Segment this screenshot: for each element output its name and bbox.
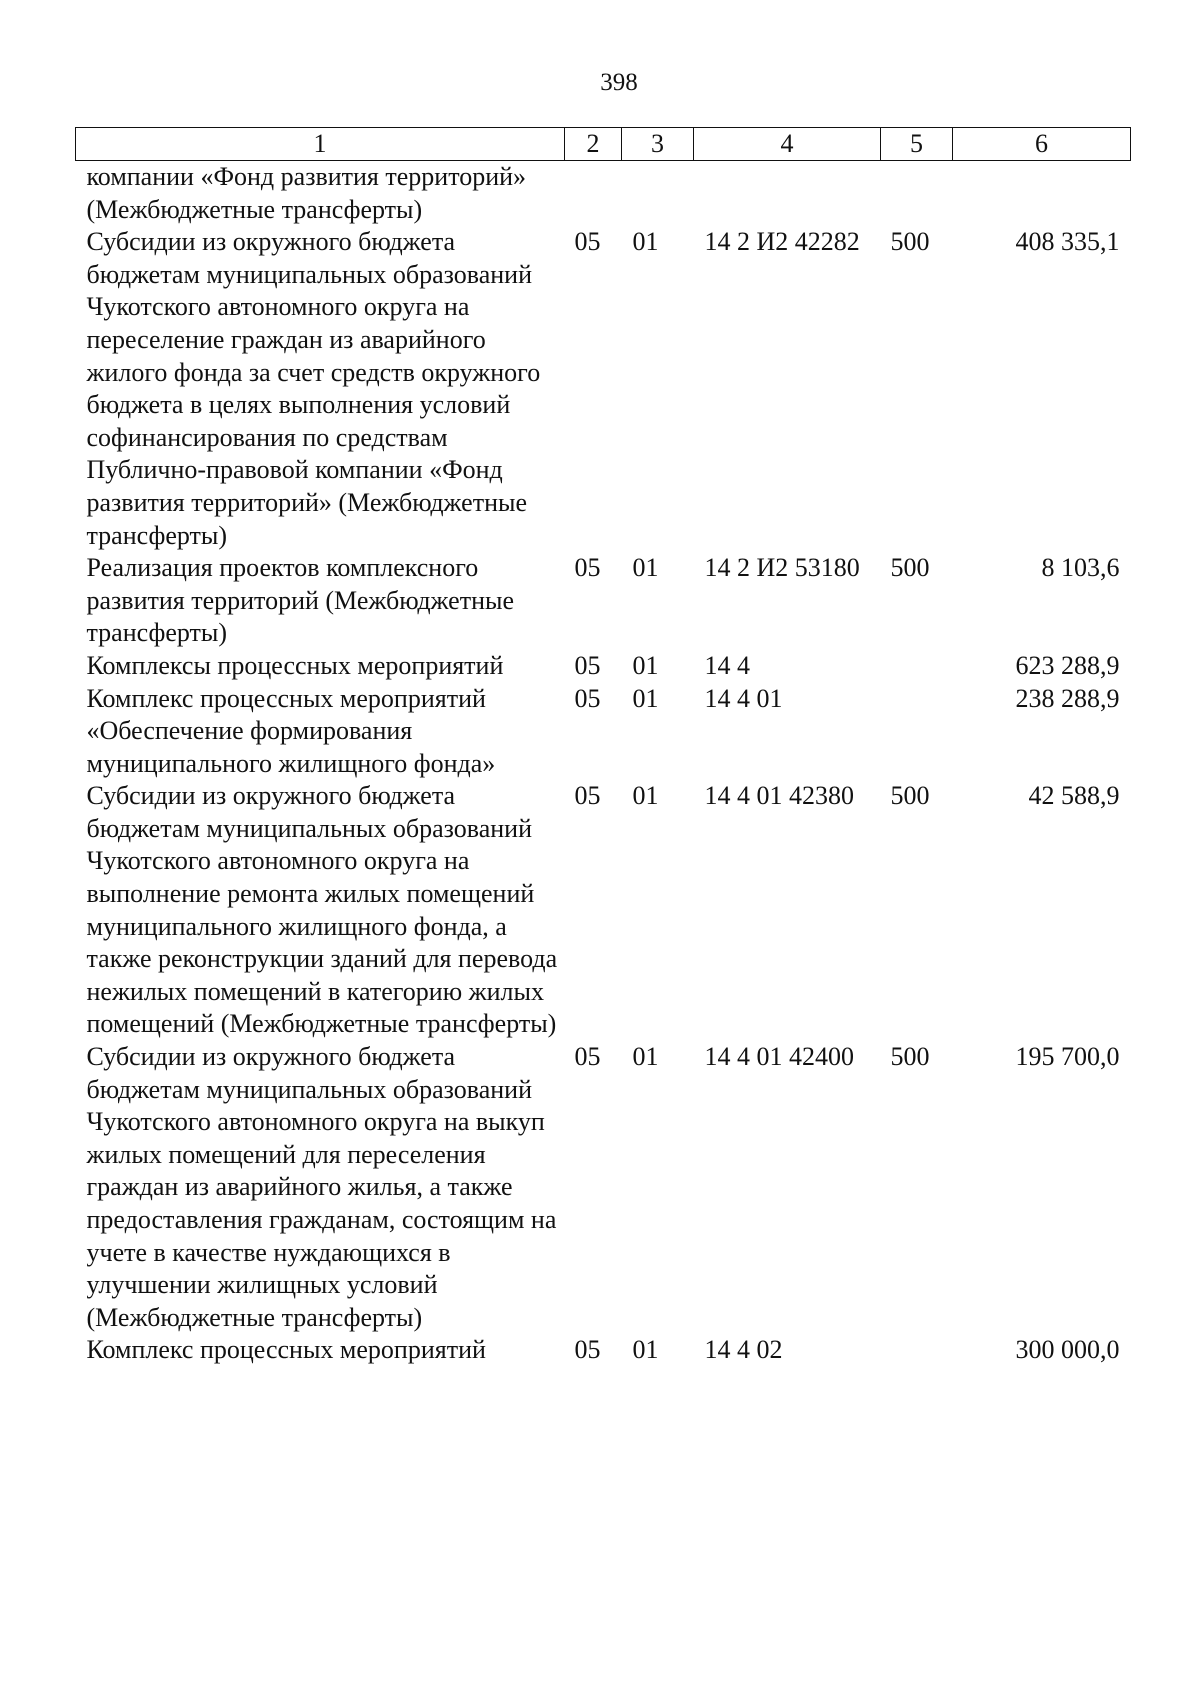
row-name: Комплекс процессных мероприятий «Обеспечение формирования муниципального жилищного фонда» (86, 683, 496, 778)
row-target-article: 14 4 (704, 650, 750, 680)
row-target-article: 14 4 01 (704, 683, 783, 713)
table-row (76, 161, 1131, 227)
row-amount: 195 700,0 (1015, 1042, 1120, 1072)
row-subsection: 01 (632, 683, 659, 713)
row-target-article: 14 4 01 42400 (704, 1042, 854, 1072)
row-subsection: 01 (632, 1042, 659, 1072)
row-section: 05 (574, 650, 601, 680)
table-row (76, 226, 1131, 552)
budget-table-container (75, 127, 1130, 1367)
row-expense-type: 500 (890, 227, 930, 257)
row-amount: 623 288,9 (1015, 650, 1120, 680)
row-name: Субсидии из окружного бюджета бюджетам муниципальных образований Чукотского автономного округа на переселение граждан из аварийного жилого фонда за счет средств окружного бюджета в целях выполнения условий софинансирования по средствам Публично-правовой компании «Фонд развития территорий» (Межбюджетные трансферты) (86, 227, 541, 550)
row-name: Субсидии из окружного бюджета бюджетам муниципальных образований Чукотского автономного округа на выполнение ремонта жилых помещений муниципального жилищного фонда, а также реконструкции зданий для перевода нежилых помещений в категорию жилых помещений (Межбюджетные трансферты) (86, 781, 558, 1039)
row-expense-type: 500 (890, 553, 930, 583)
page-number: 398 (600, 69, 638, 96)
header-row (76, 128, 1131, 161)
table-row (76, 1334, 1131, 1367)
row-amount: 238 288,9 (1015, 683, 1120, 713)
row-target-article: 14 4 02 (704, 1335, 783, 1365)
table-row (76, 683, 1131, 781)
row-name: компании «Фонд развития территорий» (Межбюджетные трансферты) (86, 162, 527, 224)
column-header-1: 1 (76, 128, 565, 161)
table-body (76, 161, 1131, 1367)
row-section: 05 (574, 553, 601, 583)
row-expense-type (881, 683, 953, 781)
table-row (76, 780, 1131, 1041)
row-name: Реализация проектов комплексного развития территорий (Межбюджетные трансферты) (86, 553, 515, 648)
row-target-article: 14 2 И2 42282 (704, 227, 860, 257)
row-target-article (694, 161, 881, 227)
row-subsection: 01 (632, 650, 659, 680)
table-row (76, 552, 1131, 650)
row-section (565, 161, 622, 227)
row-section: 05 (574, 1042, 601, 1072)
row-expense-type: 500 (890, 1042, 930, 1072)
column-header-2: 2 (565, 128, 622, 161)
row-expense-type (881, 161, 953, 227)
column-header-6: 6 (953, 128, 1131, 161)
row-subsection: 01 (632, 781, 659, 811)
row-subsection (622, 161, 694, 227)
row-amount: 42 588,9 (1028, 781, 1120, 811)
row-section: 05 (574, 1335, 601, 1365)
row-name: Субсидии из окружного бюджета бюджетам муниципальных образований Чукотского автономного округа на выкуп жилых помещений для переселения граждан из аварийного жилья, а также предоставления гражданам, состоящим на учете в качестве нуждающихся в улучшении жилищных условий (Межбюджетные трансферты) (86, 1042, 557, 1332)
row-amount: 408 335,1 (1015, 227, 1120, 257)
row-name: Комплексы процессных мероприятий (86, 650, 504, 680)
table-header (76, 128, 1131, 161)
column-header-4: 4 (694, 128, 881, 161)
budget-table (75, 127, 1131, 1367)
row-name: Комплекс процессных мероприятий (86, 1335, 486, 1365)
row-expense-type (881, 650, 953, 683)
row-subsection: 01 (632, 227, 659, 257)
row-section: 05 (574, 683, 601, 713)
row-amount: 300 000,0 (1015, 1335, 1120, 1365)
row-section: 05 (574, 781, 601, 811)
row-section: 05 (574, 227, 601, 257)
column-header-5: 5 (881, 128, 953, 161)
row-amount (953, 161, 1131, 227)
row-subsection: 01 (632, 1335, 659, 1365)
table-row (76, 650, 1131, 683)
row-target-article: 14 2 И2 53180 (704, 553, 860, 583)
column-header-3: 3 (622, 128, 694, 161)
row-target-article: 14 4 01 42380 (704, 781, 854, 811)
row-subsection: 01 (632, 553, 659, 583)
row-amount: 8 103,6 (1041, 553, 1120, 583)
row-expense-type (881, 1334, 953, 1367)
row-expense-type: 500 (890, 781, 930, 811)
table-row (76, 1041, 1131, 1334)
